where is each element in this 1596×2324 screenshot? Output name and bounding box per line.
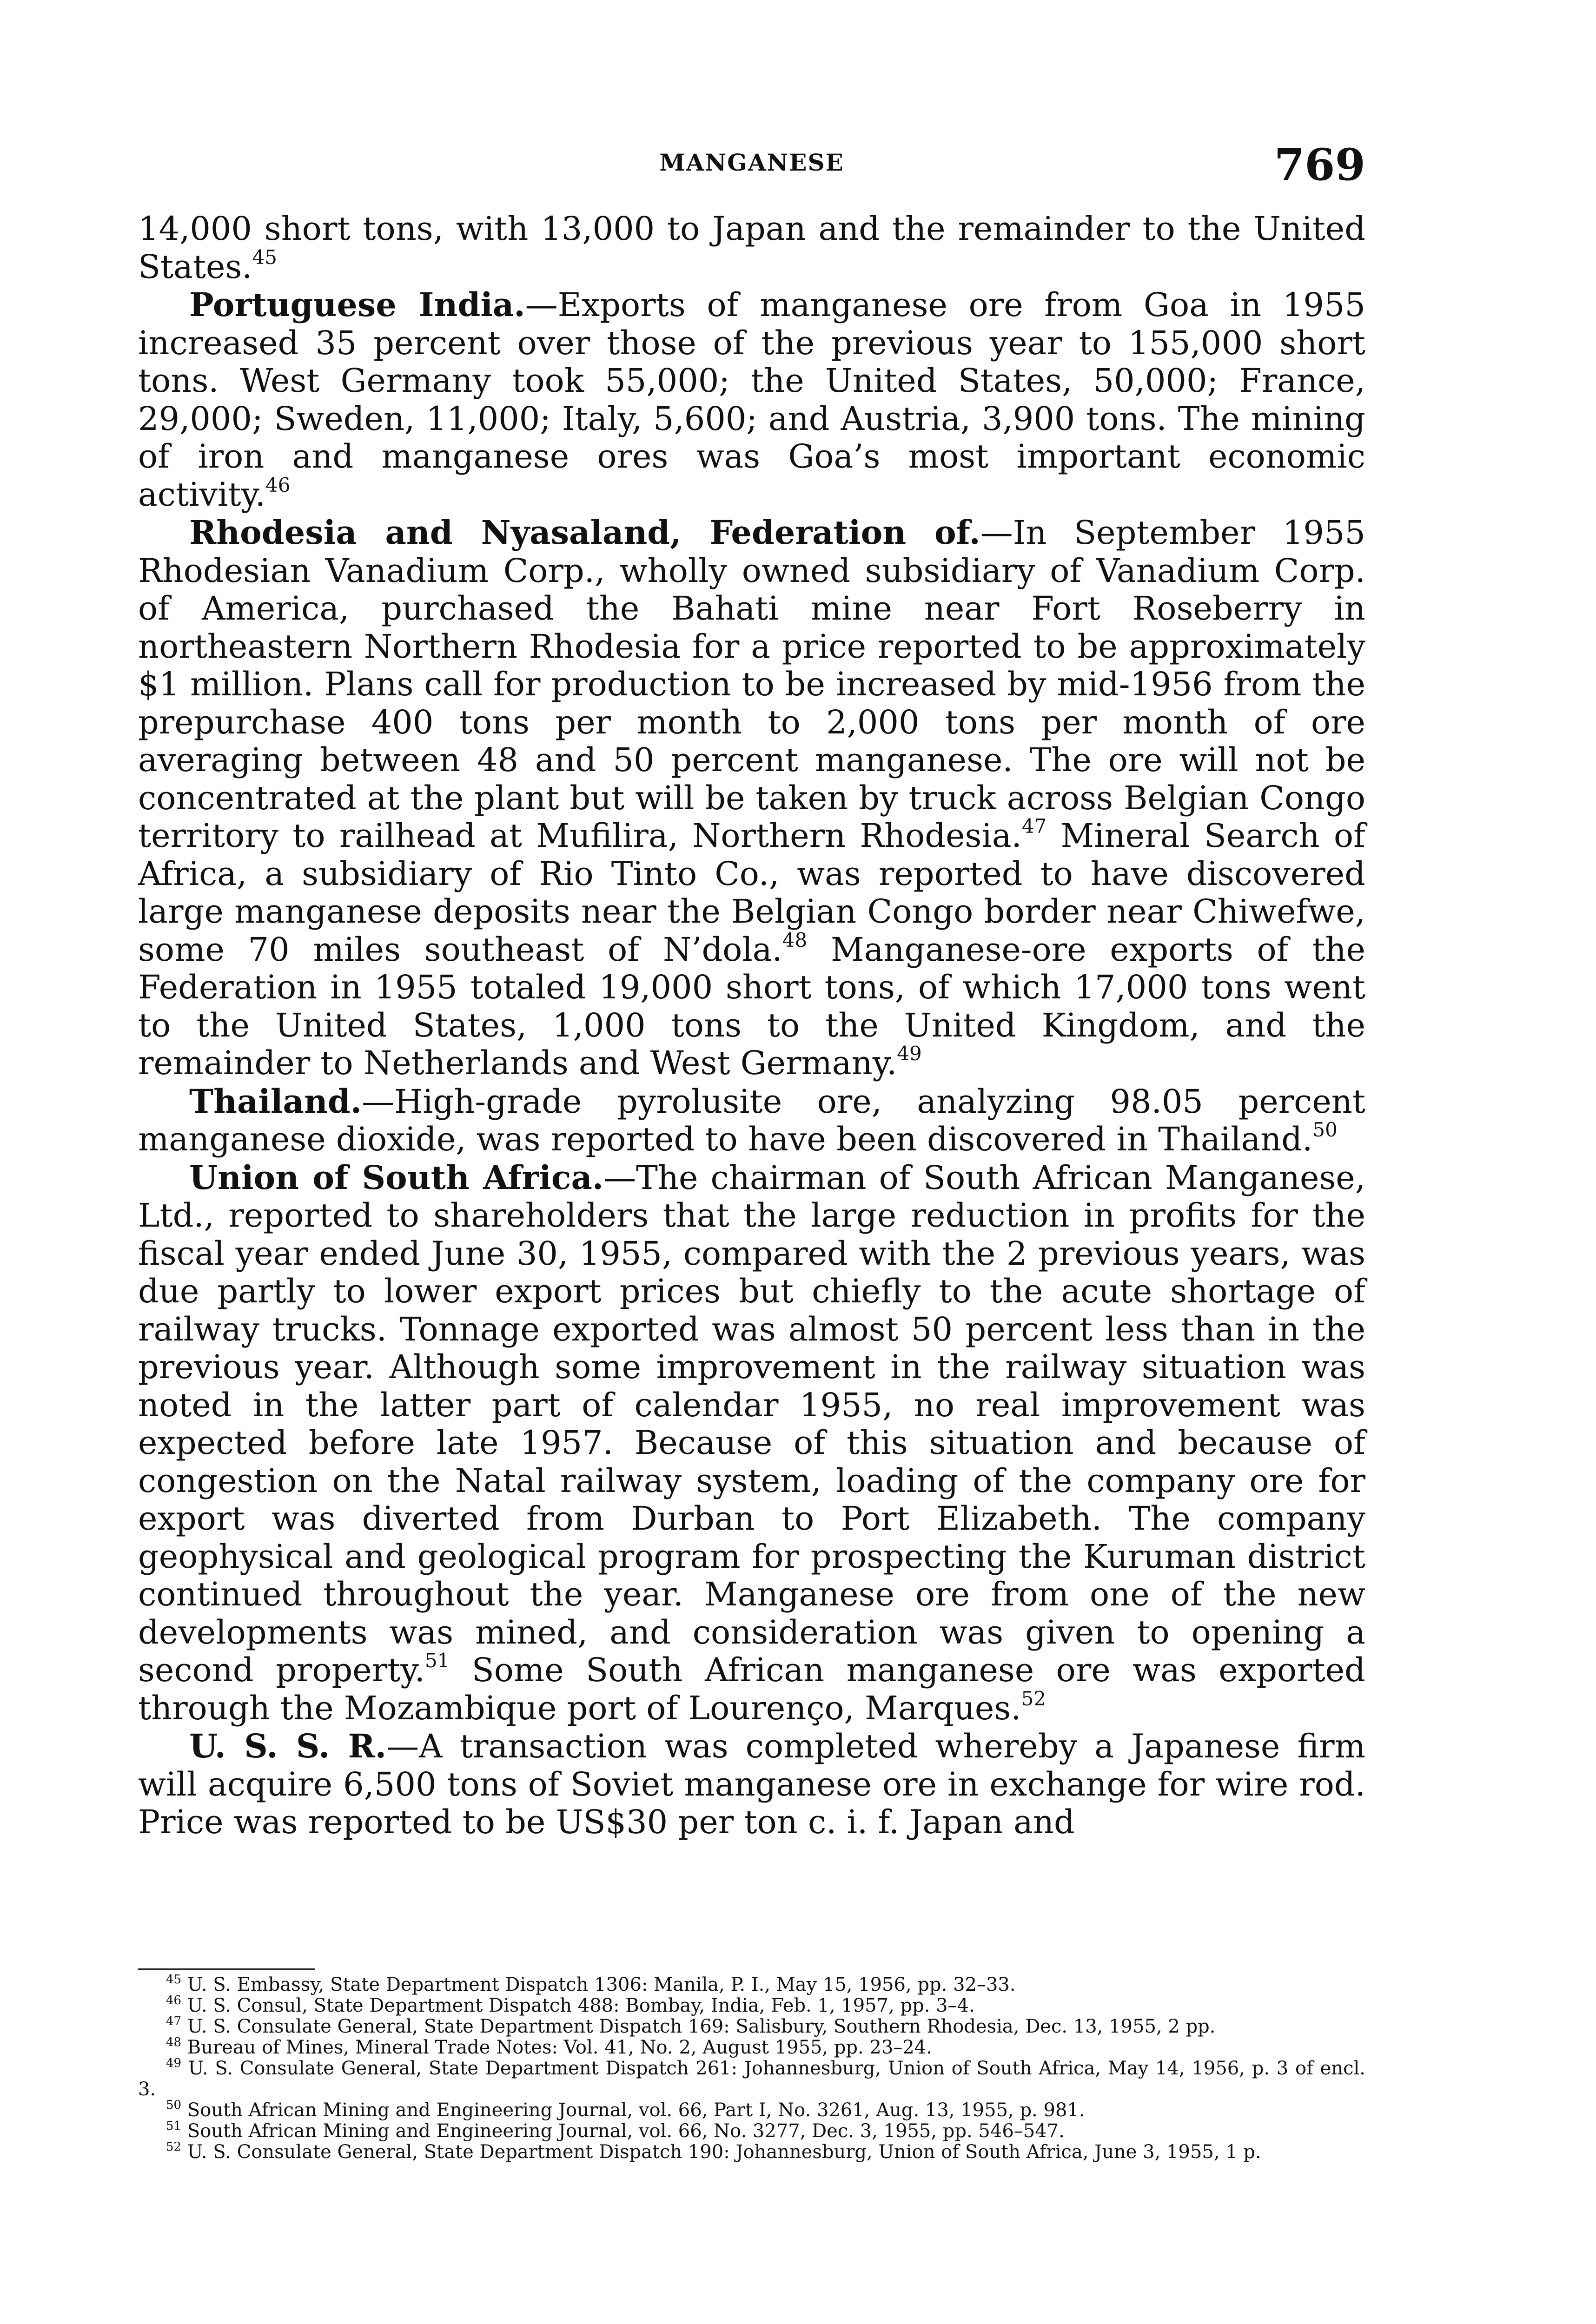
footnote-text: South African Mining and Engineering Journal, vol. 66, Part I, No. 3261, Aug. 13, 1955, p. 981. xyxy=(181,2100,1085,2121)
body-paragraph xyxy=(138,1083,1365,1159)
footnote xyxy=(138,1974,1365,1995)
footnote-number: 49 xyxy=(166,2056,182,2070)
footnote-text: Bureau of Mines, Mineral Trade Notes: Vol. 41, No. 2, August 1955, pp. 23–24. xyxy=(181,2037,932,2058)
footnote-number: 47 xyxy=(166,2014,182,2028)
running-head xyxy=(138,139,1365,195)
paragraph-text: —A transaction was completed whereby a Japanese firm will acquire 6,500 tons of Soviet manganese ore in exchange for wire rod. Price was reported to be US$30 per ton c. i. f. Japan and xyxy=(138,1727,1366,1841)
body-paragraph xyxy=(138,1159,1365,1728)
body-paragraph xyxy=(138,286,1365,514)
footnote-reference: 49 xyxy=(897,1042,922,1065)
footnotes xyxy=(138,1974,1365,2163)
footnote xyxy=(138,2016,1365,2037)
footnote-number: 46 xyxy=(166,1994,182,2007)
footnote-text: U. S. Consulate General, State Department Dispatch 169: Salisbury, Southern Rhodesia, Dec. 13, 1955, 2 pp. xyxy=(181,2016,1216,2037)
paragraph-text: 14,000 short tons, with 13,000 to Japan and the remainder to the United States. xyxy=(138,210,1365,286)
footnote-number: 50 xyxy=(166,2098,182,2112)
body-paragraph xyxy=(138,514,1365,1083)
footnote-reference: 46 xyxy=(265,473,291,496)
section-run-in-heading: Thailand. xyxy=(189,1082,362,1121)
paragraph-text: Some South African manganese ore was exported through the Mozambique port of Lourenço, Marques. xyxy=(138,1651,1365,1727)
paragraph-text: —In September 1955 Rhodesian Vanadium Corp., wholly owned subsidiary of Vanadium Corp. of America, purchased the Bahati mine near Fort Roseberry in northeastern Northern Rhodesia for a price reported to be approximately $1 million. Plans call for production to be increased by mid-1956 from the prepurchase 400 tons per month to 2,000 tons per month of ore averaging between 48 and 50 percent manganese. The ore will not be concentrated at the plant but will be taken by truck across Belgian Congo territory to railhead at Mufilira, Northern Rhodesia. xyxy=(138,514,1365,855)
section-run-in-heading: Portuguese India. xyxy=(189,285,525,324)
footnote-divider xyxy=(138,1968,315,1970)
body-paragraph xyxy=(138,210,1365,286)
section-run-in-heading: Union of South Africa. xyxy=(189,1158,604,1197)
footnote-reference: 45 xyxy=(252,245,277,269)
footnote-reference: 48 xyxy=(782,928,808,951)
footnote-number: 52 xyxy=(166,2140,182,2154)
body-text xyxy=(138,210,1365,1842)
footnote xyxy=(138,2121,1365,2142)
footnote-text: South African Mining and Engineering Journal, vol. 66, No. 3277, Dec. 3, 1955, pp. 546–547. xyxy=(181,2120,1065,2142)
footnote-reference: 47 xyxy=(1021,815,1047,838)
footnote-number: 48 xyxy=(166,2035,182,2049)
footnote-text: U. S. Consul, State Department Dispatch 488: Bombay, India, Feb. 1, 1957, pp. 3–4. xyxy=(181,1995,975,2016)
section-run-in-heading: U. S. S. R. xyxy=(189,1727,387,1765)
footnote-text: U. S. Consulate General, State Department Dispatch 190: Johannesburg, Union of South Africa, June 3, 1955, 1 p. xyxy=(181,2141,1261,2163)
footnote-reference: 52 xyxy=(1021,1687,1046,1710)
footnote-text: U. S. Embassy, State Department Dispatch 1306: Manila, P. I., May 15, 1956, pp. 32–33. xyxy=(181,1974,1016,1995)
paragraph-text: Mineral Search of Africa, a subsidiary of Rio Tinto Co., was reported to have discovered large manganese deposits near the Belgian Congo border near Chiwefwe, some 70 miles southeast of N’dola. xyxy=(138,817,1365,969)
running-title: MANGANESE xyxy=(659,149,844,176)
footnote xyxy=(138,2142,1365,2163)
paragraph-text: —Exports of manganese ore from Goa in 1955 increased 35 percent over those of the previous year to 155,000 short tons. West Germany took 55,000; the United States, 50,000; France, 29,000; Sweden, 11,000; Italy, 5,600; and Austria, 3,900 tons. The mining of iron and manganese ores was Goa’s most important economic activity. xyxy=(138,286,1365,514)
footnote xyxy=(138,2058,1365,2100)
paragraph-text: Manganese-ore exports of the Federation in 1955 totaled 19,000 short tons, of which 17,000 tons went to the United States, 1,000 tons to the United Kingdom, and the remainder to Netherlands and West Germany. xyxy=(138,930,1366,1082)
body-paragraph xyxy=(138,1727,1365,1842)
footnote-text: U. S. Consulate General, State Department Dispatch 261: Johannesburg, Union of South Africa, May 14, 1956, p. 3 of encl. 3. xyxy=(138,2058,1365,2100)
footnote-number: 51 xyxy=(166,2119,182,2133)
footnote-reference: 51 xyxy=(424,1649,450,1672)
footnote xyxy=(138,1995,1365,2016)
footnote-number: 45 xyxy=(166,1973,182,1987)
footnote-reference: 50 xyxy=(1312,1118,1338,1141)
footnote xyxy=(138,2037,1365,2058)
paragraph-text: —The chairman of South African Manganese, Ltd., reported to shareholders that the large reduction in profits for the fiscal year ended June 30, 1955, compared with the 2 previous years, was due partly to lower export prices but chiefly to the acute shortage of railway trucks. Tonnage exported was almost 50 percent less than in the previous year. Although some improvement in the railway situation was noted in the latter part of calendar 1955, no real improvement was expected before late 1957. Because of this situation and because of congestion on the Natal railway system, loading of the company ore for export was diverted from Durban to Port Elizabeth. The company geophysical and geological program for prospecting the Kuruman district continued throughout the year. Manganese ore from one of the new developments was mined, and consideration was given to opening a second property. xyxy=(138,1158,1365,1689)
section-run-in-heading: Rhodesia and Nyasaland, Federation of. xyxy=(189,513,980,552)
footnote xyxy=(138,2100,1365,2121)
page-number: 769 xyxy=(1274,139,1365,191)
paragraph-text: —High-grade pyrolusite ore, analyzing 98.05 percent manganese dioxide, was reported to have been discovered in Thailand. xyxy=(138,1082,1365,1158)
